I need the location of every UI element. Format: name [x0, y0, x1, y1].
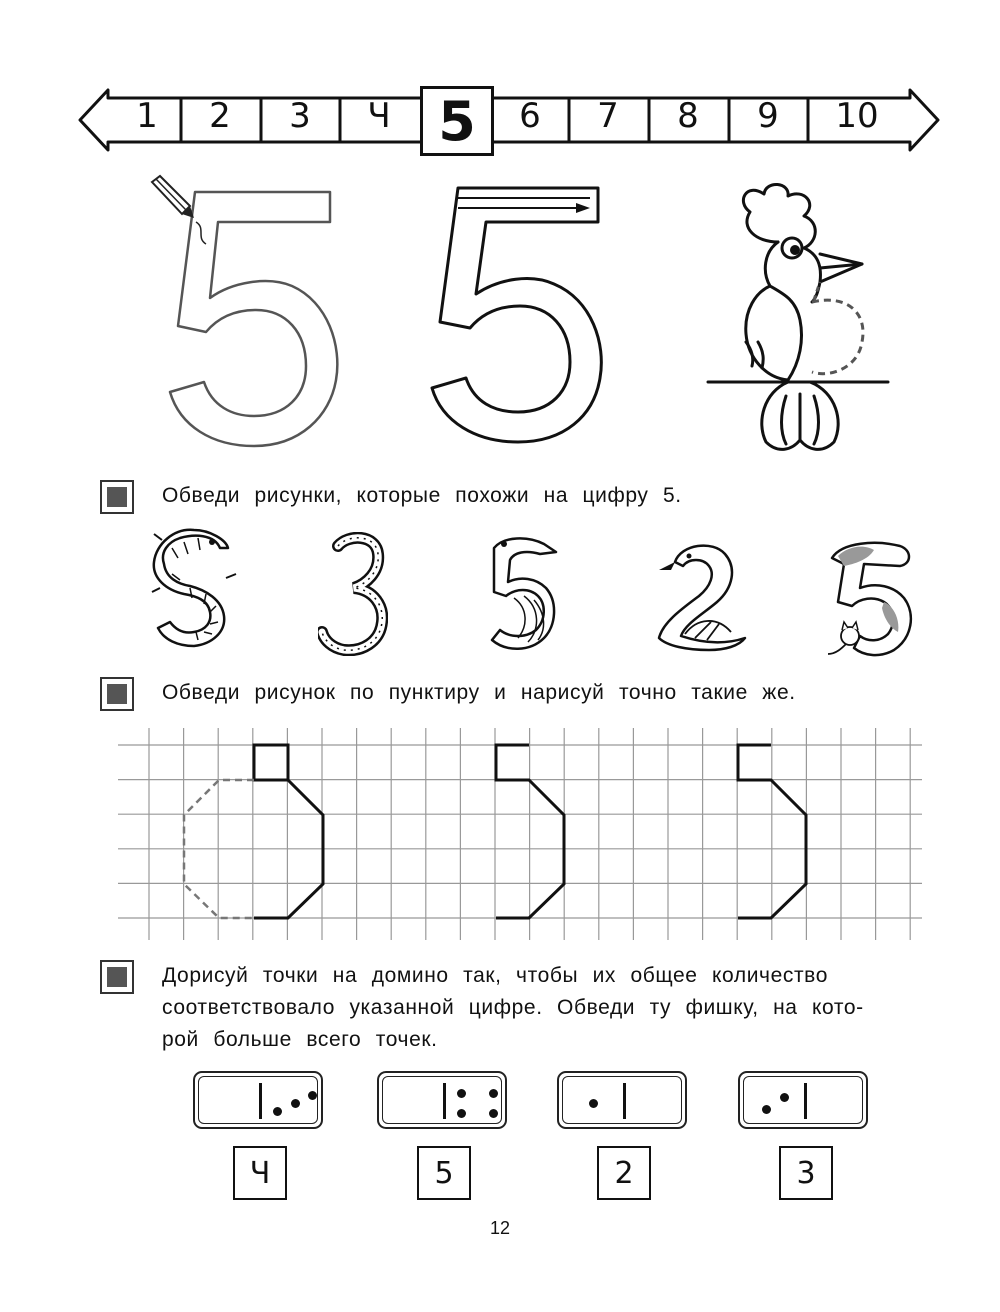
task3-marker [100, 960, 134, 994]
number-line-item-4: Ч [367, 96, 391, 136]
number-line-item-8: 8 [677, 96, 699, 136]
domino-1-target: Ч [233, 1146, 287, 1200]
tracing-grid [118, 728, 922, 940]
lizard-five-figure[interactable] [150, 528, 240, 658]
task1-text: Обведи рисунки, которые похожи на цифру 5. [162, 484, 682, 507]
task3-line2: соответствовало указанной цифре. Обведи ту фишку, на кото- [162, 996, 864, 1019]
outline-five-with-pencil [140, 170, 370, 460]
snake-three-figure[interactable] [318, 532, 388, 656]
number-line-item-6: 6 [519, 96, 541, 136]
number-line-item-7: 7 [597, 96, 619, 136]
page-number: 12 [489, 1218, 511, 1238]
domino-4[interactable] [738, 1071, 868, 1129]
domino-1[interactable] [193, 1071, 323, 1129]
task3-line1: Дорисуй точки на домино так, чтобы их общее количество [162, 964, 828, 987]
task3-line3: рой больше всего точек. [162, 1028, 438, 1051]
domino-3[interactable] [557, 1071, 687, 1129]
number-line-item-10: 10 [835, 96, 879, 136]
traced-five-solid-part [254, 745, 323, 918]
bird-illustration [700, 182, 900, 454]
number-line-current: 5 [420, 86, 494, 156]
task2-marker [100, 677, 134, 711]
domino-4-target: 3 [779, 1146, 833, 1200]
domino-2-target: 5 [417, 1146, 471, 1200]
cat-five-figure[interactable] [824, 536, 914, 660]
number-line-item-2: 2 [209, 96, 231, 136]
number-line-item-1: 1 [136, 96, 158, 136]
domino-3-target: 2 [597, 1146, 651, 1200]
number-line [78, 86, 940, 156]
task2-text: Обведи рисунок по пунктиру и нарисуй точно такие же. [162, 681, 796, 704]
swan-two-figure[interactable] [655, 540, 750, 652]
domino-2[interactable] [377, 1071, 507, 1129]
anteater-five-figure[interactable] [480, 530, 560, 656]
number-line-item-3: 3 [289, 96, 311, 136]
five-with-direction-arrow [420, 180, 620, 450]
number-line-item-9: 9 [757, 96, 779, 136]
task1-marker [100, 480, 134, 514]
pencil-icon [152, 176, 206, 244]
